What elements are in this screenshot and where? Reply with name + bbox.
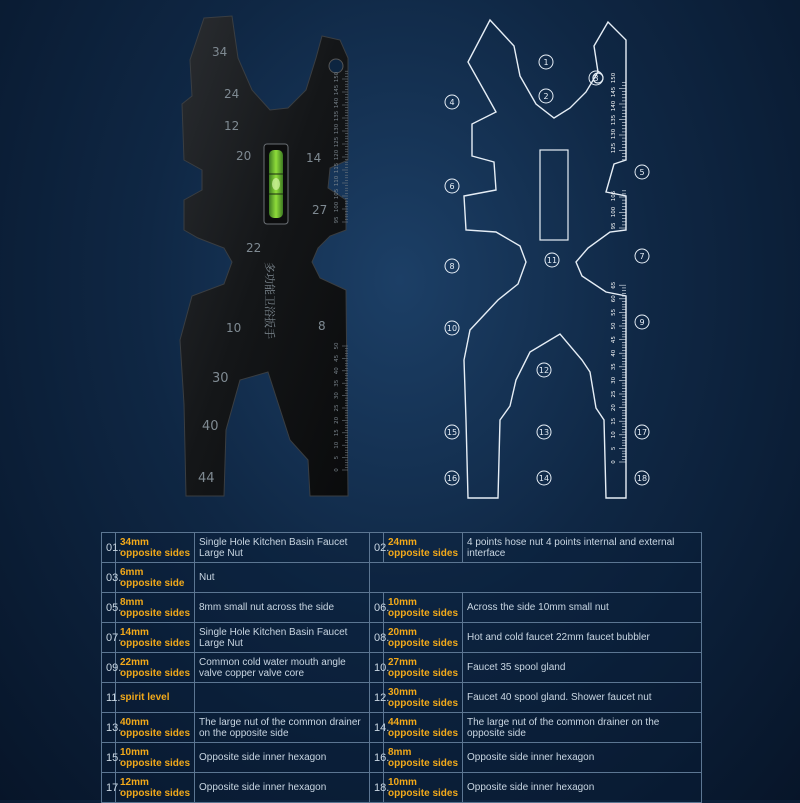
size-qualifier: opposite sides	[120, 637, 191, 649]
item-size	[384, 593, 463, 623]
ruler-label: 130	[611, 128, 617, 140]
item-description: Opposite side inner hexagon	[195, 773, 370, 803]
item-number: 13.	[102, 713, 116, 743]
diagram-ruler-top	[611, 72, 626, 229]
ruler-label: 25	[611, 390, 617, 398]
callout-9	[635, 315, 649, 329]
photo-scale-label: 30	[334, 392, 340, 400]
photo-top-scale-label: 115	[334, 162, 340, 174]
size-qualifier: opposite sides	[120, 727, 191, 739]
svg-text:15: 15	[446, 428, 458, 437]
svg-text:12: 12	[538, 366, 550, 375]
item-size	[384, 683, 463, 713]
item-description: Faucet 35 spool gland	[463, 653, 702, 683]
photo-mark-14: 14	[306, 151, 322, 165]
spec-table	[101, 532, 702, 803]
ruler-label: 55	[611, 308, 617, 316]
photo-top-scale-label: 145	[334, 84, 340, 96]
svg-text:14: 14	[538, 474, 550, 483]
svg-text:9: 9	[639, 318, 645, 327]
item-size	[384, 533, 463, 563]
item-description: Nut	[195, 563, 370, 593]
item-number: 08.	[370, 623, 384, 653]
photo-scale-label: 35	[334, 379, 340, 387]
ruler-label: 65	[611, 281, 617, 289]
photo-mark-20: 20	[236, 149, 252, 163]
item-number: 12.	[370, 683, 384, 713]
item-size	[116, 743, 195, 773]
photo-scale-label: 0	[334, 468, 340, 472]
photo-scale-label: 15	[334, 429, 340, 437]
photo-scale-label: 5	[334, 455, 340, 460]
ruler-label: 30	[611, 376, 617, 384]
size-value: 24mm	[388, 536, 417, 548]
size-qualifier: opposite sides	[120, 757, 191, 769]
ruler-label: 150	[611, 72, 617, 84]
photo-top-scale-label: 140	[334, 97, 340, 109]
callout-10	[445, 321, 459, 335]
callout-12	[537, 363, 551, 377]
svg-text:18: 18	[636, 474, 648, 483]
item-size	[384, 773, 463, 803]
photo-scale-label: 50	[334, 342, 340, 350]
svg-text:10: 10	[446, 324, 458, 333]
item-size	[116, 623, 195, 653]
table-row	[102, 743, 702, 773]
callout-6	[445, 179, 459, 193]
ruler-label: 20	[611, 404, 617, 412]
item-number: 05.	[102, 593, 116, 623]
table-row	[102, 773, 702, 803]
ruler-label: 145	[611, 86, 617, 98]
size-value: 40mm	[120, 716, 149, 728]
item-number: 17.	[102, 773, 116, 803]
ruler-label: 0	[611, 460, 617, 464]
item-number: 15.	[102, 743, 116, 773]
svg-text:8: 8	[449, 262, 455, 271]
photo-brand-text: 多功能卫浴扳手	[263, 262, 276, 339]
size-qualifier: opposite sides	[388, 727, 459, 739]
size-qualifier: opposite sides	[388, 757, 459, 769]
ruler-label: 125	[611, 142, 617, 154]
photo-scale-label: 10	[334, 441, 340, 449]
size-value: 34mm	[120, 536, 149, 548]
callout-5	[635, 165, 649, 179]
item-description: 8mm small nut across the side	[195, 593, 370, 623]
item-description: Common cold water mouth angle valve copper valve core	[195, 653, 370, 683]
size-qualifier: opposite sides	[388, 607, 459, 619]
diagram-callouts	[445, 55, 649, 485]
photo-scale-label: 20	[334, 416, 340, 424]
item-number: 06.	[370, 593, 384, 623]
photo-mark-12: 12	[224, 119, 240, 133]
size-value: 22mm	[120, 656, 149, 668]
item-number: 02.	[370, 533, 384, 563]
item-description: Opposite side inner hexagon	[195, 743, 370, 773]
item-description: Single Hole Kitchen Basin Faucet Large Nut	[195, 533, 370, 563]
size-qualifier: opposite sides	[120, 787, 191, 799]
item-size	[116, 683, 195, 713]
photo-mark-34: 34	[212, 45, 228, 59]
empty-cell	[370, 563, 702, 593]
item-number: 14.	[370, 713, 384, 743]
item-description: The large nut of the common drainer on the opposite side	[195, 713, 370, 743]
svg-text:4: 4	[449, 98, 455, 107]
ruler-label: 40	[611, 349, 617, 357]
item-size	[116, 713, 195, 743]
size-value: 10mm	[388, 596, 417, 608]
item-number: 11.	[102, 683, 116, 713]
photo-scale-label: 40	[334, 367, 340, 375]
ruler-label: 100	[611, 206, 617, 218]
size-qualifier: opposite sides	[120, 547, 191, 559]
item-description: Faucet 40 spool gland. Shower faucet nut	[463, 683, 702, 713]
callout-8	[445, 259, 459, 273]
callout-14	[537, 471, 551, 485]
photo-top-scale-label: 150	[334, 71, 340, 83]
diagram-ruler-bottom	[611, 281, 626, 464]
table-row	[102, 653, 702, 683]
callout-4	[445, 95, 459, 109]
photo-top-scale-label: 100	[334, 201, 340, 213]
callout-1	[539, 55, 553, 69]
ruler-label: 105	[611, 190, 617, 202]
table-row	[102, 623, 702, 653]
item-number: 01.	[102, 533, 116, 563]
item-description: Across the side 10mm small nut	[463, 593, 702, 623]
svg-text:2: 2	[543, 92, 549, 101]
item-number: 07.	[102, 623, 116, 653]
size-value: 8mm	[120, 596, 144, 608]
size-value: 14mm	[120, 626, 149, 638]
table-row	[102, 533, 702, 563]
callout-16	[445, 471, 459, 485]
photo-mark-44: 44	[198, 471, 215, 486]
photo-top-scale-label: 95	[334, 216, 340, 224]
ruler-label: 95	[611, 222, 617, 230]
ruler-label: 140	[611, 100, 617, 112]
item-description: The large nut of the common drainer on the opposite side	[463, 713, 702, 743]
item-size	[116, 773, 195, 803]
item-size	[384, 653, 463, 683]
ruler-label: 5	[611, 446, 617, 451]
ruler-label: 15	[611, 417, 617, 425]
item-number: 03.	[102, 563, 116, 593]
spirit-level	[264, 144, 288, 224]
photo-mark-10: 10	[226, 321, 242, 335]
item-number: 16.	[370, 743, 384, 773]
photo-top-scale-label: 135	[334, 110, 340, 122]
svg-text:5: 5	[639, 168, 645, 177]
photo-top-scale-label: 105	[334, 188, 340, 200]
item-size	[384, 623, 463, 653]
photo-top-scale-label: 125	[334, 136, 340, 148]
diagram-level-slot	[540, 150, 568, 240]
photo-scale-label: 45	[334, 354, 340, 362]
ruler-label: 60	[611, 295, 617, 303]
size-qualifier: opposite sides	[388, 637, 459, 649]
item-number: 10.	[370, 653, 384, 683]
size-value: 6mm	[120, 566, 144, 578]
item-size	[384, 743, 463, 773]
item-size	[116, 593, 195, 623]
size-qualifier: opposite sides	[120, 667, 191, 679]
svg-text:6: 6	[449, 182, 455, 191]
size-value: 30mm	[388, 686, 417, 698]
size-value: 44mm	[388, 716, 417, 728]
size-qualifier: opposite side	[120, 577, 185, 589]
photo-mark-22: 22	[246, 241, 262, 255]
svg-text:17: 17	[636, 428, 648, 437]
svg-text:11: 11	[546, 256, 558, 265]
callout-3	[589, 71, 603, 85]
table-row	[102, 713, 702, 743]
size-value: 27mm	[388, 656, 417, 668]
wrench-diagram	[420, 0, 670, 510]
photo-mark-24: 24	[224, 87, 240, 101]
size-value: 12mm	[120, 776, 149, 788]
item-number: 18.	[370, 773, 384, 803]
callout-11	[545, 253, 559, 267]
item-number: 09.	[102, 653, 116, 683]
size-qualifier: opposite sides	[388, 697, 459, 709]
callout-17	[635, 425, 649, 439]
size-value: 20mm	[388, 626, 417, 638]
item-description: Opposite side inner hexagon	[463, 773, 702, 803]
size-qualifier: opposite sides	[388, 547, 459, 559]
svg-text:1: 1	[543, 58, 549, 67]
item-description: 4 points hose nut 4 points internal and external interface	[463, 533, 702, 563]
size-value: spirit level	[120, 692, 170, 703]
size-value: 10mm	[388, 776, 417, 788]
item-size	[116, 533, 195, 563]
item-description	[195, 683, 370, 713]
svg-text:3: 3	[593, 74, 599, 83]
item-description: Opposite side inner hexagon	[463, 743, 702, 773]
photo-top-scale-label: 110	[334, 175, 340, 187]
callout-7	[635, 249, 649, 263]
callout-18	[635, 471, 649, 485]
item-description: Single Hole Kitchen Basin Faucet Large Nut	[195, 623, 370, 653]
size-qualifier: opposite sides	[388, 787, 459, 799]
table-row	[102, 563, 702, 593]
photo-top-scale-label: 130	[334, 123, 340, 135]
item-size	[384, 713, 463, 743]
photo-mark-8: 8	[318, 319, 326, 333]
callout-15	[445, 425, 459, 439]
svg-text:7: 7	[639, 252, 645, 261]
size-value: 10mm	[120, 746, 149, 758]
ruler-label: 35	[611, 363, 617, 371]
callout-13	[537, 425, 551, 439]
table-row	[102, 683, 702, 713]
ruler-label: 50	[611, 322, 617, 330]
photo-mark-30: 30	[212, 371, 229, 386]
svg-text:13: 13	[538, 428, 550, 437]
ruler-label: 10	[611, 431, 617, 439]
photo-mark-27: 27	[312, 203, 328, 217]
hang-hole	[329, 59, 343, 73]
photo-top-scale-label: 120	[334, 149, 340, 161]
photo-mark-40: 40	[202, 419, 219, 434]
ruler-label: 45	[611, 336, 617, 344]
callout-2	[539, 89, 553, 103]
table-row	[102, 593, 702, 623]
size-qualifier: opposite sides	[388, 667, 459, 679]
size-qualifier: opposite sides	[120, 607, 191, 619]
item-description: Hot and cold faucet 22mm faucet bubbler	[463, 623, 702, 653]
svg-text:16: 16	[446, 474, 458, 483]
size-value: 8mm	[388, 746, 412, 758]
item-size	[116, 653, 195, 683]
item-size	[116, 563, 195, 593]
ruler-label: 135	[611, 114, 617, 126]
photo-scale-label: 25	[334, 404, 340, 412]
wrench-photo	[170, 0, 370, 510]
